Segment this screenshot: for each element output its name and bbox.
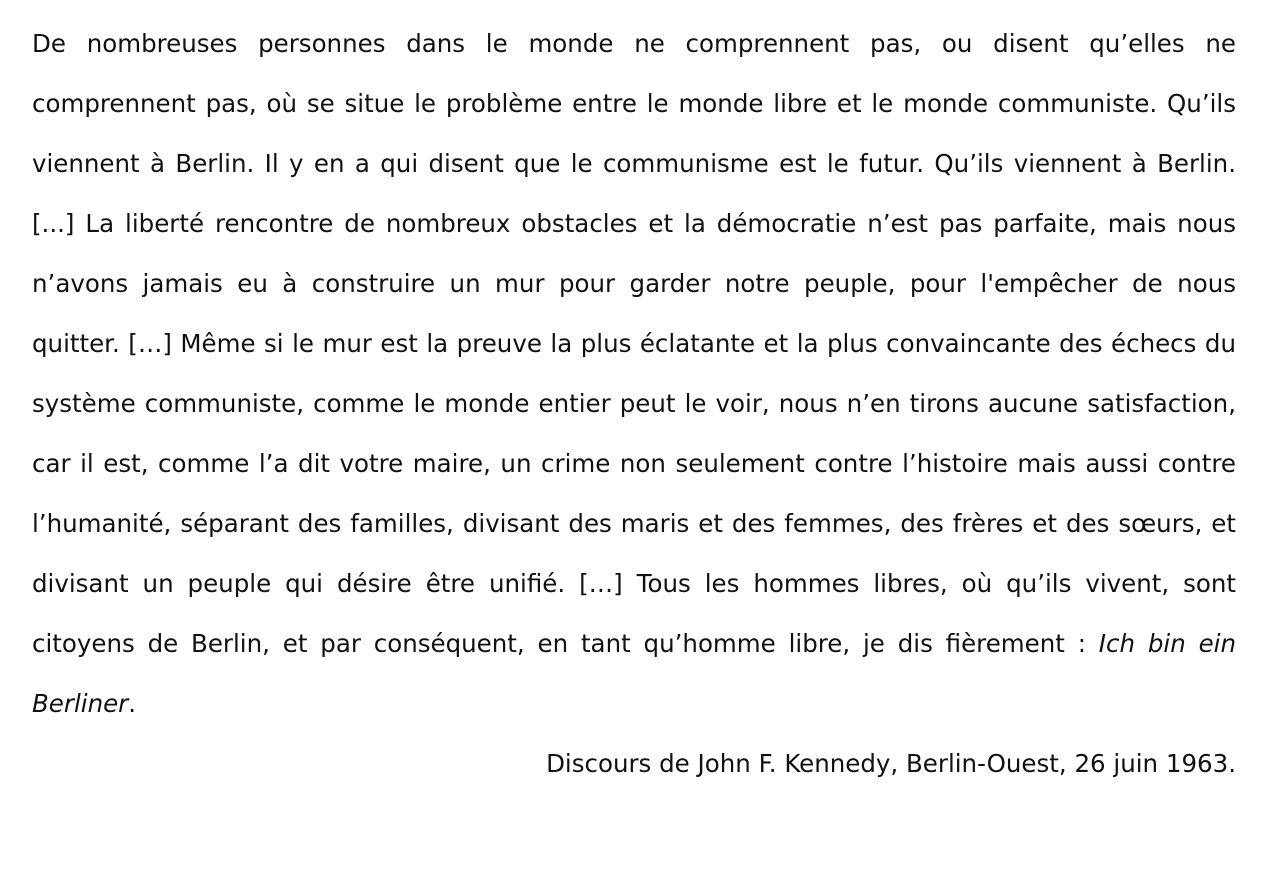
citation: Discours de John F. Kennedy, Berlin-Ouest, 26 juin 1963. [546, 749, 1236, 778]
quote-paragraph [32, 14, 1236, 734]
document-body [32, 14, 1236, 794]
quote-emphasis: Ich bin ein Berliner [32, 629, 1236, 718]
quote-text: De nombreuses personnes dans le monde ne comprennent pas, ou disent qu’elles ne comprennent pas, où se situe le problème entre le monde libre et le monde communiste. Qu’ils viennent à Berlin. Il y en a qui disent que le communisme est le futur. Qu’ils viennent à Berlin. [...] La liberté rencontre de nombreux obstacles et la démocratie n’est pas parfaite, mais nous n’avons jamais eu à construire un mur pour garder notre peuple, pour l'empêcher de nous quitter. […] Même si le mur est la preuve la plus éclatante et la plus convaincante des échecs du système communiste, comme le monde entier peut le voir, nous n’en tirons aucune satisfaction, car il est, comme l’a dit votre maire, un crime non seulement contre l’histoire mais aussi contre l’humanité, séparant des familles, divisant des maris et des femmes, des frères et des sœurs, et divisant un peuple qui désire être unifié. […] Tous les hommes libres, où qu’ils vivent, sont citoyens de Berlin, et par conséquent, en tant qu’homme libre, je dis fièrement : [32, 29, 1236, 658]
quote-end-punctuation: . [128, 689, 137, 718]
